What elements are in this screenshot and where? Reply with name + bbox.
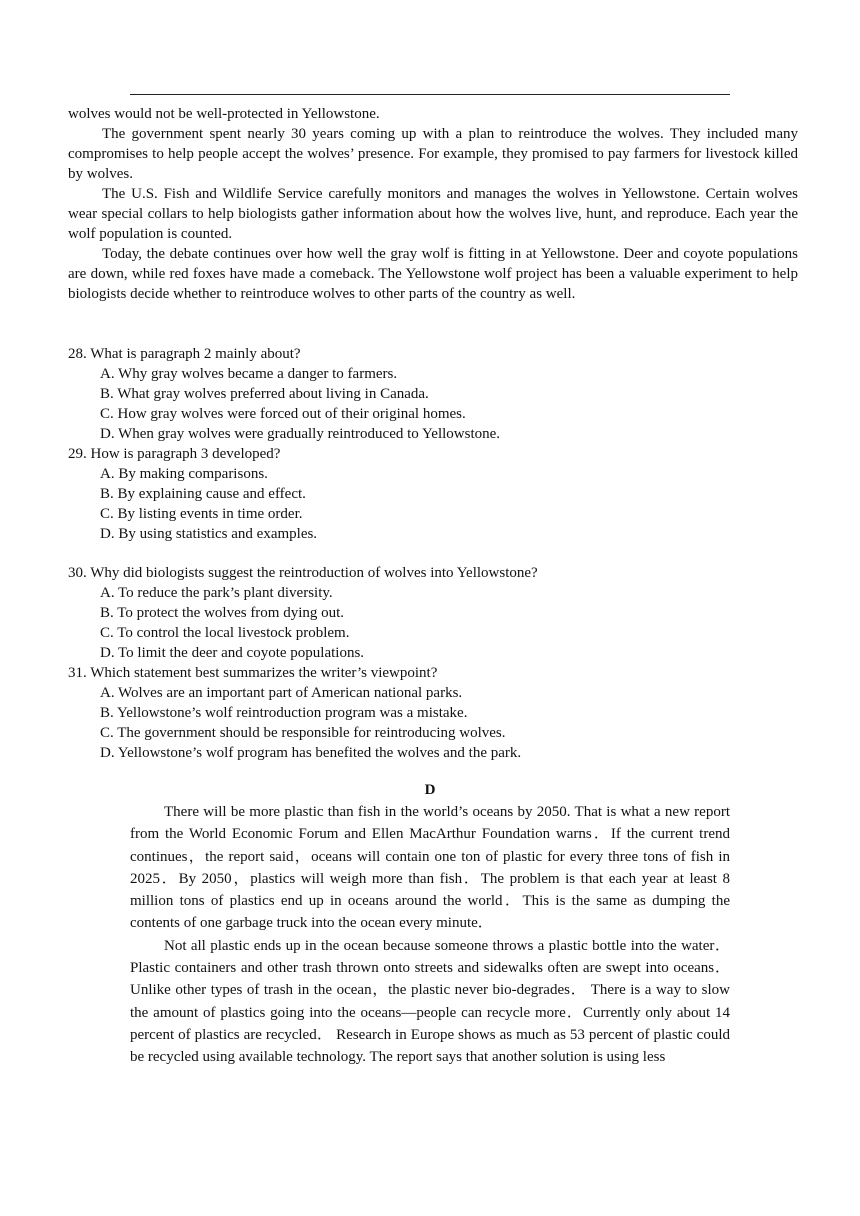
question-option: B. Yellowstone’s wolf reintroduction program was a mistake. bbox=[100, 705, 468, 721]
question-option: C. By listing events in time order. bbox=[100, 506, 303, 522]
question-option: B. To protect the wolves from dying out. bbox=[100, 605, 345, 621]
question-option: A. Wolves are an important part of American national parks. bbox=[100, 685, 463, 701]
question-stem: 28. What is paragraph 2 mainly about? bbox=[68, 346, 301, 362]
question-option: D. To limit the deer and coyote populations. bbox=[100, 645, 365, 661]
question-option: C. How gray wolves were forced out of their original homes. bbox=[100, 406, 466, 422]
question-option: C. The government should be responsible for reintroducing wolves. bbox=[100, 725, 506, 741]
question-option: D. By using statistics and examples. bbox=[100, 526, 318, 542]
passage-paragraph: wolves would not be well-protected in Yellowstone. bbox=[68, 106, 380, 122]
question-30-31 bbox=[68, 563, 798, 763]
passage-paragraph: The government spent nearly 30 years coming up with a plan to reintroduce the wolves. They included many compromises to help people accept the wolves’ presence. For example, they promised to pay farmers for livestock killed by wolves. bbox=[68, 126, 798, 182]
passage-d bbox=[130, 801, 730, 1069]
section-heading: D bbox=[424, 782, 436, 798]
passage-paragraph: The U.S. Fish and Wildlife Service carefully monitors and manages the wolves in Yellowstone. Certain wolves wear special collars to help biologists gather information about how the wolves live, hunt, and reproduce. Each year the wolf population is counted. bbox=[68, 186, 798, 242]
passage-paragraph: Not all plastic ends up in the ocean because someone throws a plastic bottle into the water．Plastic containers and other trash thrown onto streets and sidewalks often are swept into oceans．Unlike other types of trash in the ocean，the plastic never bio-degrades． There is a way to slow the amount of plastics going into the oceans—people can recycle more．Currently only about 14 percent of plastics are recycled． Research in Europe shows as much as 53 percent of plastic could be recycled using available technology. The report says that another solution is using less bbox=[130, 937, 730, 1066]
question-28-29 bbox=[68, 344, 798, 544]
question-option: B. By explaining cause and effect. bbox=[100, 486, 306, 502]
question-option: A. By making comparisons. bbox=[100, 466, 268, 482]
header-rule bbox=[130, 94, 730, 95]
question-option: D. Yellowstone’s wolf program has benefited the wolves and the park. bbox=[100, 745, 522, 761]
passage-c-continued bbox=[68, 104, 798, 304]
question-option: A. To reduce the park’s plant diversity. bbox=[100, 585, 333, 601]
question-stem: 31. Which statement best summarizes the writer’s viewpoint? bbox=[68, 665, 438, 681]
question-option: B. What gray wolves preferred about living in Canada. bbox=[100, 386, 429, 402]
question-option: A. Why gray wolves became a danger to farmers. bbox=[100, 366, 398, 382]
question-stem: 29. How is paragraph 3 developed? bbox=[68, 446, 281, 462]
passage-paragraph: Today, the debate continues over how well the gray wolf is fitting in at Yellowstone. Deer and coyote populations are down, while red foxes have made a comeback. The Yellowstone wolf project has been a valuable experiment to help biologists decide whether to reintroduce wolves to other parts of the country as well. bbox=[68, 246, 798, 302]
question-stem: 30. Why did biologists suggest the reintroduction of wolves into Yellowstone? bbox=[68, 565, 538, 581]
question-option: D. When gray wolves were gradually reintroduced to Yellowstone. bbox=[100, 426, 501, 442]
question-option: C. To control the local livestock problem. bbox=[100, 625, 350, 641]
passage-paragraph: There will be more plastic than fish in the world’s oceans by 2050. That is what a new report from the World Economic Forum and Ellen MacArthur Foundation warns．If the current trend continues，the report said，oceans will contain one ton of plastic for every three tons of fish in 2025．By 2050，plastics will weigh more than fish．The problem is that each year at least 8 million tons of plastics end up in oceans around the world．This is the same as dumping the contents of one garbage truck into the ocean every minute． bbox=[130, 804, 730, 932]
